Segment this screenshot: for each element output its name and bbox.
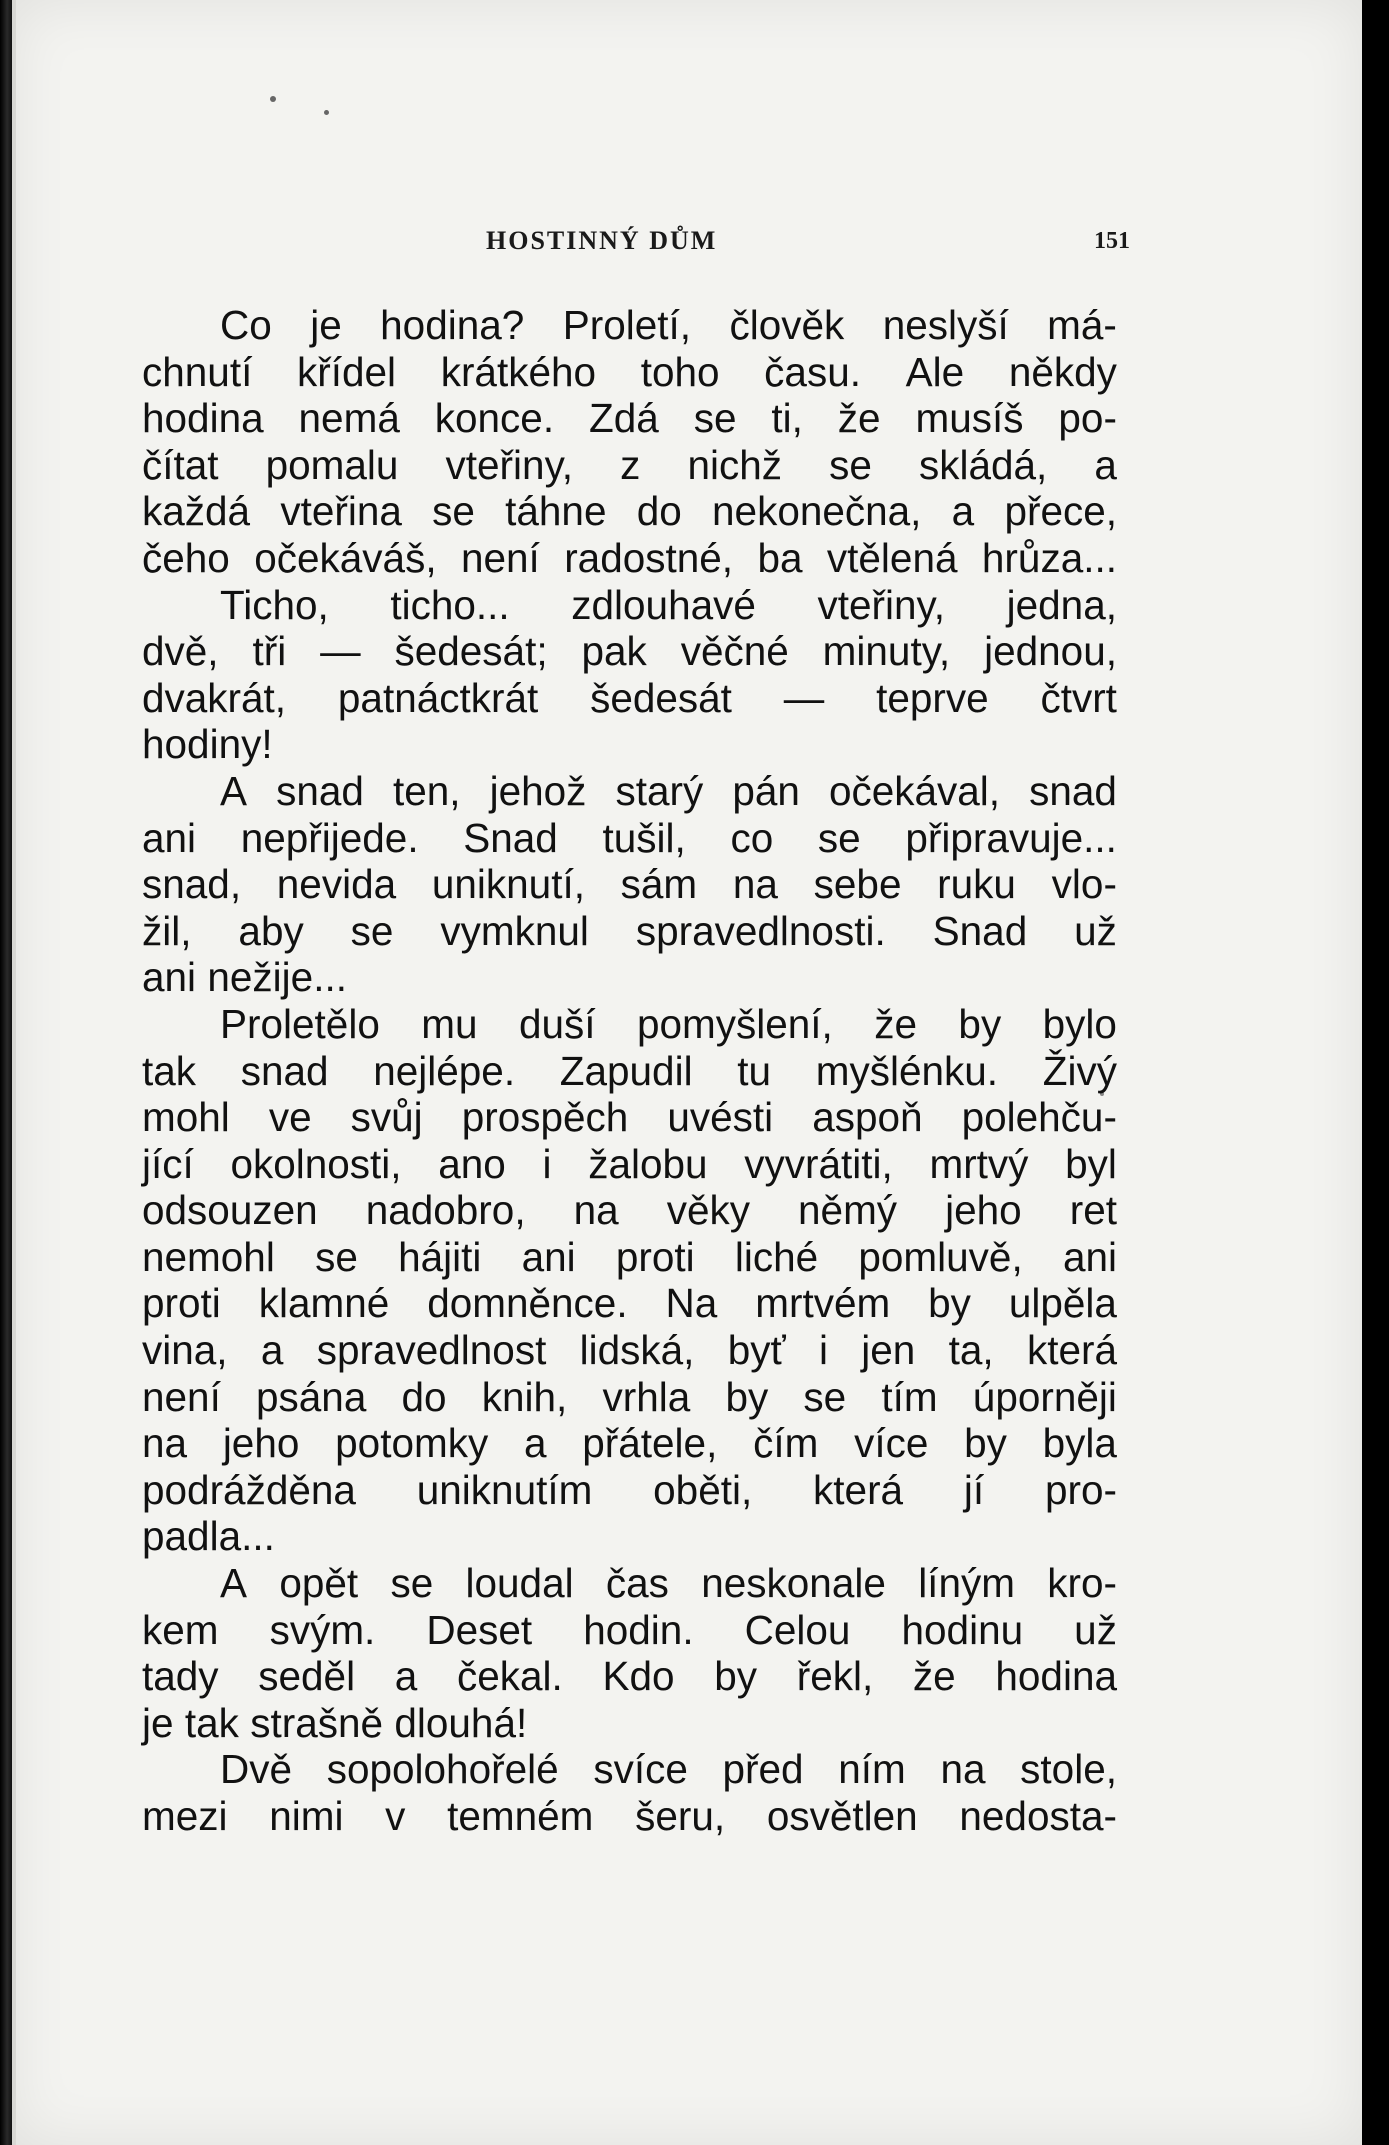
dust-speck xyxy=(270,96,276,102)
word: padla... xyxy=(142,1513,275,1560)
word: by xyxy=(964,1420,1007,1467)
page-number: 151 xyxy=(1094,228,1130,254)
word: vteřiny, xyxy=(817,581,946,628)
word: hodinu xyxy=(901,1606,1024,1653)
word: ani xyxy=(521,1233,576,1280)
word: se xyxy=(693,395,737,442)
word: že xyxy=(837,395,881,442)
word: čekal. xyxy=(456,1653,563,1700)
word: očekával, xyxy=(828,767,1001,814)
word: hodiny! xyxy=(142,721,273,768)
text-line xyxy=(142,1560,1117,1607)
word: a xyxy=(394,1653,418,1700)
word: Proletělo xyxy=(220,1000,380,1047)
word: sebe xyxy=(813,861,902,908)
word: není xyxy=(460,534,540,581)
word: i xyxy=(542,1140,552,1187)
text-line xyxy=(142,1280,1117,1327)
word: vina, xyxy=(142,1327,228,1374)
word: šeru, xyxy=(635,1793,726,1839)
word: šedesát; xyxy=(394,628,548,675)
word: že xyxy=(912,1653,956,1700)
word: by xyxy=(714,1653,758,1700)
word: vtělená xyxy=(826,534,958,581)
word: Zapudil xyxy=(559,1047,693,1094)
word: jen xyxy=(861,1327,916,1374)
text-line xyxy=(142,302,1117,349)
word: ret xyxy=(1069,1187,1117,1234)
word: snad xyxy=(1029,767,1117,814)
word: žil, xyxy=(142,907,192,954)
text-line xyxy=(142,1327,1117,1374)
word: se xyxy=(829,441,872,488)
word: čas xyxy=(605,1560,669,1607)
word: ve xyxy=(268,1094,312,1141)
word: ani xyxy=(142,814,197,861)
word: okolnosti, xyxy=(230,1140,402,1187)
word: je xyxy=(310,302,342,348)
text-line xyxy=(142,1746,1117,1793)
text-line xyxy=(142,1793,1117,1840)
word: pán xyxy=(732,767,800,814)
word: byla xyxy=(1042,1420,1117,1467)
word: potomky xyxy=(335,1420,489,1467)
word: hájiti xyxy=(398,1233,482,1280)
word: mu xyxy=(421,1000,478,1047)
word: snad xyxy=(240,1047,329,1094)
word: seděl xyxy=(258,1653,356,1700)
word: minuty, xyxy=(822,628,951,675)
word: uniknutí, xyxy=(431,861,585,908)
word: domněnce. xyxy=(427,1280,628,1327)
word: strašně xyxy=(250,1699,384,1746)
word: vymknul xyxy=(440,907,589,954)
word: jedna, xyxy=(1006,581,1117,628)
word: skládá, xyxy=(918,441,1048,488)
text-line xyxy=(142,1094,1117,1141)
word: ticho... xyxy=(390,581,510,628)
word: dlouhá! xyxy=(394,1699,528,1746)
text-line xyxy=(142,768,1117,815)
word: nadobro, xyxy=(365,1187,526,1234)
word: neslyší xyxy=(882,302,1009,348)
word: každá xyxy=(142,488,251,535)
word: osvětlen xyxy=(766,1793,918,1839)
word: liché xyxy=(734,1233,819,1280)
word: jí xyxy=(963,1466,985,1513)
word: chnutí xyxy=(142,348,253,395)
word: nekonečna, xyxy=(712,488,922,535)
word: někdy xyxy=(1008,348,1117,395)
word: už xyxy=(1074,907,1117,954)
word: zdlouhavé xyxy=(571,581,756,628)
text-line xyxy=(142,488,1117,535)
word: toho xyxy=(640,348,720,395)
text-line xyxy=(142,815,1117,862)
word: tím xyxy=(881,1373,938,1420)
word: žalobu xyxy=(588,1140,708,1187)
word: — xyxy=(320,628,361,675)
word: oběti, xyxy=(653,1466,753,1513)
word: čím xyxy=(753,1420,819,1467)
text-line xyxy=(142,535,1117,582)
text-line xyxy=(142,1467,1117,1514)
word: není xyxy=(142,1373,221,1420)
word: jící xyxy=(142,1140,194,1187)
text-line xyxy=(142,1513,1117,1560)
word: myšlénku. xyxy=(815,1047,999,1094)
word: Co xyxy=(220,302,272,348)
text-line xyxy=(142,1374,1117,1421)
word: Ale xyxy=(905,348,965,395)
word: do xyxy=(636,488,682,535)
word: věky xyxy=(666,1187,750,1234)
word: líným xyxy=(918,1560,1015,1607)
body-text xyxy=(142,302,1117,1840)
word: uniknutím xyxy=(416,1466,593,1513)
word: nevida xyxy=(276,861,397,908)
word: snad, xyxy=(142,861,242,908)
word: opět xyxy=(279,1560,359,1607)
word: — xyxy=(783,674,825,721)
word: že xyxy=(874,1000,917,1047)
word: polehču- xyxy=(961,1094,1117,1141)
word: jednou, xyxy=(984,628,1117,675)
word: ani xyxy=(142,954,197,1001)
word: se xyxy=(350,907,394,954)
word: Zdá xyxy=(588,395,659,442)
word: ním xyxy=(838,1746,906,1793)
word: se xyxy=(817,814,861,861)
word: odsouzen xyxy=(142,1187,318,1234)
word: ba xyxy=(757,534,803,581)
word: úporněji xyxy=(972,1373,1117,1420)
word: mrtvém xyxy=(755,1280,891,1327)
word: dvakrát, xyxy=(142,674,287,721)
word: pomalu xyxy=(265,441,399,488)
word: proti xyxy=(615,1233,695,1280)
word: radostné, xyxy=(564,534,734,581)
word: věčné xyxy=(680,628,789,675)
word: pomluvě, xyxy=(858,1233,1023,1280)
word: uvésti xyxy=(667,1094,774,1141)
word: se xyxy=(432,488,475,535)
word: tu xyxy=(737,1047,772,1094)
word: temném xyxy=(447,1793,594,1839)
word: ti, xyxy=(771,395,803,442)
word: před xyxy=(722,1746,804,1793)
word: ani xyxy=(1062,1233,1117,1280)
word: se xyxy=(803,1373,847,1420)
word: bylo xyxy=(1042,1000,1117,1047)
word: hodina xyxy=(142,395,264,442)
word: ulpěla xyxy=(1008,1280,1117,1327)
word: i xyxy=(818,1327,828,1374)
text-line xyxy=(142,1653,1117,1700)
word: aby xyxy=(238,907,304,954)
word: Snad xyxy=(463,814,558,861)
text-line xyxy=(142,675,1117,722)
word: musíš xyxy=(915,395,1024,442)
word: starý xyxy=(615,767,704,814)
word: a xyxy=(1094,441,1117,488)
text-line xyxy=(142,1234,1117,1281)
word: a xyxy=(260,1327,284,1374)
word: Proletí, xyxy=(562,302,692,348)
word: dvě, xyxy=(142,628,219,675)
running-title: HOSTINNÝ DŮM xyxy=(486,226,718,255)
word: ten, xyxy=(392,767,461,814)
word: klamné xyxy=(258,1280,390,1327)
word: aspoň xyxy=(812,1094,923,1141)
word: vrhla xyxy=(602,1373,691,1420)
word: z xyxy=(620,441,641,488)
word: nežije... xyxy=(207,954,347,1001)
word: knih, xyxy=(481,1373,568,1420)
word: patnáctkrát xyxy=(337,674,539,721)
scan-right-border xyxy=(1362,0,1389,2145)
word: přece, xyxy=(1004,488,1117,535)
word: na xyxy=(732,861,778,908)
word: teprve xyxy=(876,674,989,721)
word: by xyxy=(958,1000,1002,1047)
text-line xyxy=(142,721,1117,768)
word: tušil, xyxy=(602,814,686,861)
word: nedosta- xyxy=(959,1793,1117,1839)
word: se xyxy=(315,1233,358,1280)
word: nemohl xyxy=(142,1233,275,1280)
word: svým. xyxy=(269,1606,376,1653)
word: už xyxy=(1074,1606,1117,1653)
word: proti xyxy=(142,1280,221,1327)
word: svíce xyxy=(593,1746,688,1793)
word: pro- xyxy=(1044,1466,1117,1513)
word: Na xyxy=(665,1280,718,1327)
word: čtvrt xyxy=(1040,674,1117,721)
word: jeho xyxy=(222,1420,300,1467)
word: vteřina xyxy=(280,488,402,535)
word: ta, xyxy=(948,1327,994,1374)
word: nichž xyxy=(687,441,783,488)
word: sopolohořelé xyxy=(326,1746,559,1793)
word: nejlépe. xyxy=(373,1047,516,1094)
word: lidská, xyxy=(579,1327,695,1374)
word: Snad xyxy=(932,907,1028,954)
word: tak xyxy=(142,1047,197,1094)
word: byl xyxy=(1065,1140,1117,1187)
running-header xyxy=(12,226,1362,266)
word: která xyxy=(813,1466,904,1513)
word: křídel xyxy=(296,348,397,395)
word: člověk xyxy=(729,302,845,348)
word: tak xyxy=(184,1699,239,1746)
word: nimi xyxy=(269,1793,344,1839)
word: A xyxy=(220,767,248,814)
word: a xyxy=(523,1420,547,1467)
word: a xyxy=(951,488,975,535)
word: vteřiny, xyxy=(445,441,574,488)
text-line xyxy=(142,1001,1117,1048)
text-line xyxy=(142,908,1117,955)
text-line xyxy=(142,442,1117,489)
text-line xyxy=(142,582,1117,629)
word: tři xyxy=(252,628,287,675)
word: je xyxy=(142,1699,174,1746)
word: do xyxy=(401,1373,447,1420)
text-line xyxy=(142,861,1117,908)
word: nepřijede. xyxy=(240,814,419,861)
word: Celou xyxy=(744,1606,851,1653)
word: neskonale xyxy=(701,1560,886,1607)
word: němý xyxy=(798,1187,898,1234)
text-line xyxy=(142,1141,1117,1188)
word: na xyxy=(142,1420,188,1467)
word: pak xyxy=(581,628,647,675)
word: by xyxy=(928,1280,971,1327)
word: připravuje... xyxy=(905,814,1117,861)
word: krátkého xyxy=(440,348,597,395)
word: čítat xyxy=(142,441,219,488)
word: loudal xyxy=(465,1560,574,1607)
word: hodina? xyxy=(380,302,525,348)
word: která xyxy=(1026,1327,1117,1374)
text-line xyxy=(142,1420,1117,1467)
word: řekl, xyxy=(796,1653,874,1700)
word: psána xyxy=(256,1373,367,1420)
text-line xyxy=(142,395,1117,442)
word: Deset xyxy=(426,1606,533,1653)
word: Dvě xyxy=(220,1746,293,1793)
word: v xyxy=(385,1793,406,1839)
word: Kdo xyxy=(602,1653,675,1700)
word: hrůza... xyxy=(981,534,1117,581)
word: A xyxy=(220,1560,248,1607)
word: tady xyxy=(142,1653,219,1700)
binding-shadow xyxy=(0,0,12,2145)
word: na xyxy=(940,1746,986,1793)
text-line xyxy=(142,349,1117,396)
word: vyvrátiti, xyxy=(744,1140,893,1187)
text-line xyxy=(142,954,1117,1001)
word: na xyxy=(573,1187,619,1234)
word: přátele, xyxy=(582,1420,718,1467)
word: Ticho, xyxy=(220,581,329,628)
word: konce. xyxy=(434,395,555,442)
word: se xyxy=(390,1560,434,1607)
word: ruku xyxy=(937,861,1016,908)
word: šedesát xyxy=(590,674,732,721)
word: nemá xyxy=(298,395,400,442)
word: více xyxy=(854,1420,929,1467)
word: jeho xyxy=(945,1187,1022,1234)
text-line xyxy=(142,1048,1117,1095)
word: po- xyxy=(1058,395,1117,442)
word: mrtvý xyxy=(929,1140,1029,1187)
word: pomyšlení, xyxy=(636,1000,833,1047)
word: mohl xyxy=(142,1094,230,1141)
word: snad xyxy=(276,767,364,814)
word: jehož xyxy=(489,767,587,814)
word: hodina xyxy=(995,1653,1117,1700)
word: má- xyxy=(1047,302,1117,348)
text-line xyxy=(142,628,1117,675)
page-edge xyxy=(12,0,16,2145)
book-page xyxy=(12,0,1362,2145)
word: čeho xyxy=(142,534,230,581)
word: vlo- xyxy=(1051,861,1117,908)
text-line xyxy=(142,1700,1117,1747)
text-line xyxy=(142,1607,1117,1654)
word: ano xyxy=(438,1140,506,1187)
word: podrážděna xyxy=(142,1466,356,1513)
word: by xyxy=(725,1373,769,1420)
word: svůj xyxy=(350,1094,423,1141)
text-line xyxy=(142,1187,1117,1234)
word: hodin. xyxy=(583,1606,694,1653)
word: Živý xyxy=(1042,1047,1117,1094)
word: kem xyxy=(142,1606,219,1653)
word: spravedlnost xyxy=(316,1327,547,1374)
word: kro- xyxy=(1047,1560,1117,1607)
word: spravedlnosti. xyxy=(635,907,886,954)
word: sám xyxy=(620,861,698,908)
word: času. xyxy=(764,348,861,395)
word: byť xyxy=(727,1327,786,1374)
dust-speck xyxy=(324,110,329,115)
word: co xyxy=(730,814,774,861)
word: duší xyxy=(518,1000,596,1047)
word: očekáváš, xyxy=(254,534,437,581)
word: prospěch xyxy=(461,1094,629,1141)
word: mezi xyxy=(142,1793,228,1839)
word: stole, xyxy=(1020,1746,1117,1793)
word: táhne xyxy=(505,488,607,535)
